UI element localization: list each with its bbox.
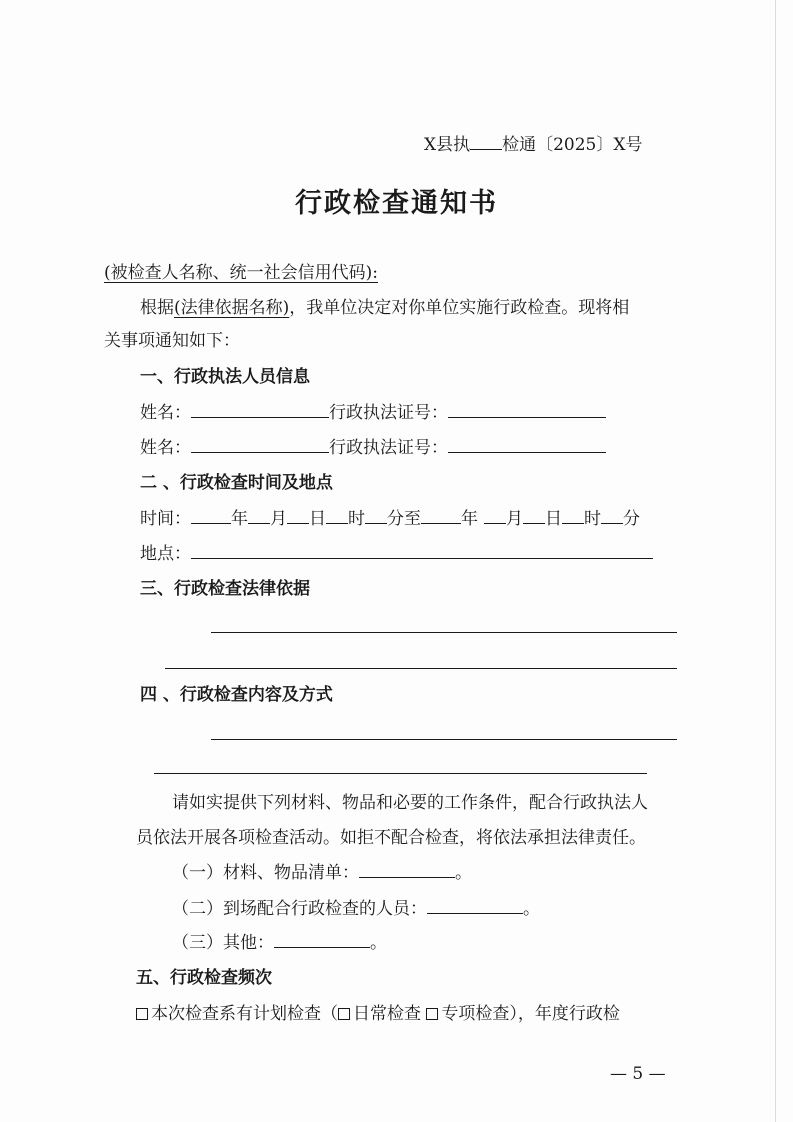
end-minute-blank[interactable] [601,508,623,524]
planned-inspection-checkbox[interactable] [136,1008,148,1020]
legal-basis-name: (法律依据名称) [174,298,290,318]
page-title: 行政检查通知书 [295,188,498,219]
item-1-materials: （一）材料、物品清单： 。 [172,863,472,883]
addressee-line: (被检查人名称、统一社会信用代码): [104,263,378,283]
document-number [424,134,642,156]
doc-number-blank [470,134,502,150]
start-minute-blank[interactable] [365,508,387,524]
start-day-blank[interactable] [287,508,309,524]
section-3-heading: 三、行政检查法律依据 [140,579,310,599]
materials-list-blank[interactable] [359,862,455,878]
content-method-line-1[interactable] [211,739,677,740]
officer-row-1: 姓名： 行政执法证号： [140,402,606,424]
section-2-heading: 二 、行政检查时间及地点 [140,473,333,493]
page-number: — 5 — [610,1064,666,1084]
item-2-personnel: （二）到场配合行政检查的人员： 。 [172,899,540,919]
content-method-line-2[interactable] [154,773,647,774]
place-row: 地点： [140,543,653,565]
legal-basis-line-2[interactable] [165,668,677,669]
section-5-heading: 五、行政检查频次 [136,968,272,988]
doc-number-prefix: X县执 [424,135,471,155]
place-blank[interactable] [191,543,653,559]
officer-2-cert-blank[interactable] [448,437,606,453]
officer-1-name-blank[interactable] [191,402,329,418]
time-row: 时间： 年 月 日 时 分至 年 月 日 时 分 [140,509,640,529]
other-blank[interactable] [274,932,370,948]
frequency-row: 本次检查系有计划检查（ 日常检查 专项检查），年度行政检 [136,1003,620,1025]
start-month-blank[interactable] [248,508,270,524]
doc-number-suffix: 检通〔2025〕X号 [502,135,643,155]
end-day-blank[interactable] [523,508,545,524]
start-hour-blank[interactable] [326,508,348,524]
section-1-heading: 一、行政执法人员信息 [140,367,310,387]
start-year-blank[interactable] [191,508,231,524]
request-line-2: 员依法开展各项检查活动。如拒不配合检查，将依法承担法律责任。 [136,828,646,848]
officer-row-2: 姓名： 行政执法证号： [140,437,606,459]
end-hour-blank[interactable] [562,508,584,524]
personnel-blank[interactable] [427,898,523,914]
routine-inspection-checkbox[interactable] [338,1008,350,1020]
officer-1-cert-blank[interactable] [448,402,606,418]
intro-line-1: 根据(法律依据名称)，我单位决定对你单位实施行政检查。现将相 [140,298,630,318]
item-3-other: （三）其他： 。 [172,933,387,953]
request-line-1: 请如实提供下列材料、物品和必要的工作条件，配合行政执法人 [172,793,648,813]
end-month-blank[interactable] [484,508,506,524]
officer-2-name-blank[interactable] [191,437,329,453]
end-year-blank[interactable] [421,508,461,524]
section-4-heading: 四 、行政检查内容及方式 [140,685,333,705]
page-edge-line [775,0,776,1122]
legal-basis-line-1[interactable] [211,632,677,633]
intro-line-2: 关事项通知如下： [104,331,240,351]
special-inspection-checkbox[interactable] [426,1008,438,1020]
